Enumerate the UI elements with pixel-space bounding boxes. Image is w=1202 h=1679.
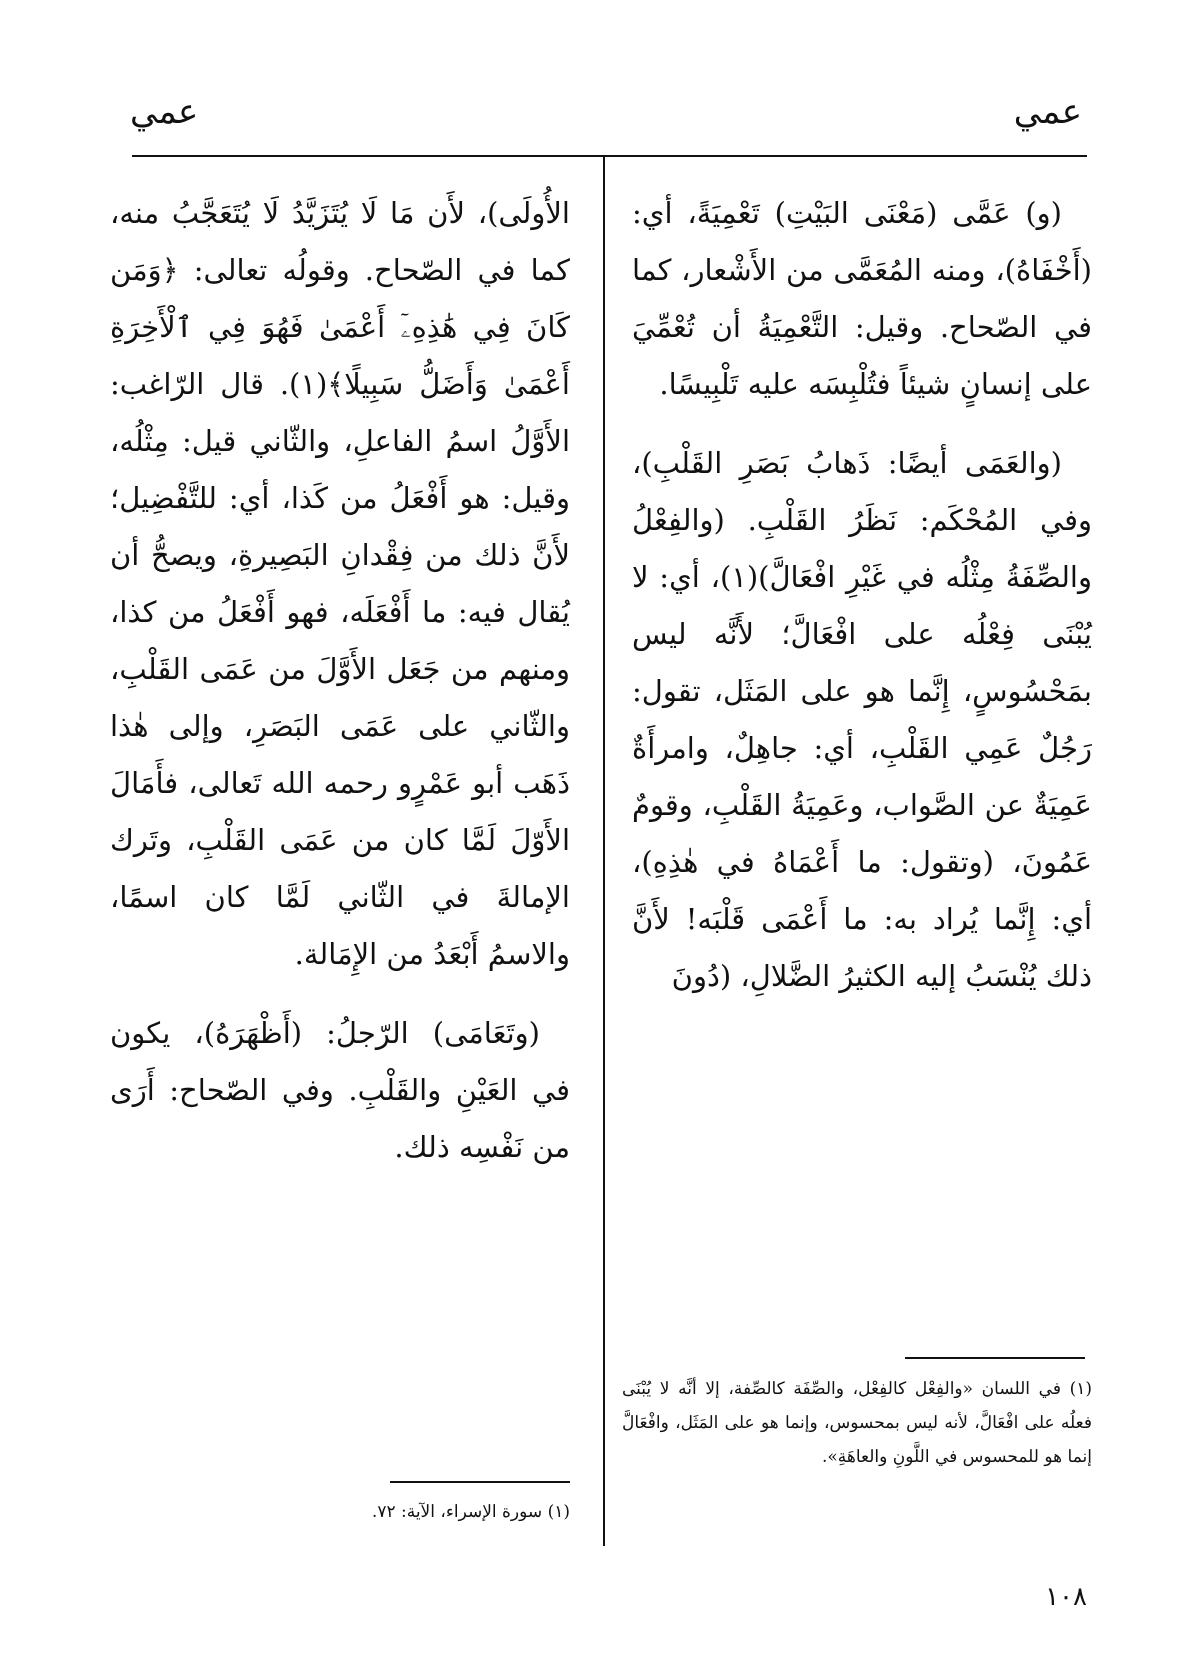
right-column — [632, 185, 1092, 1027]
running-header-right: عمي — [1013, 92, 1082, 132]
right-paragraph-2: (والعَمَى أيضًا: ذَهابُ بَصَرِ القَلْبِ)، وفي المُحْكَم: نَظَرُ القَلْبِ. (والفِعْلُ والصِّفَةُ مِثْلُه في غَيْرِ افْعَالَّ)(١)، أي: لا يُبْنَى فِعْلُه على افْعَالَّ؛ لأَنَّه ليس بمَحْسُوسٍ، إِنَّما هو على المَثَل، تقول: رَجُلٌ عَمِي القَلْبِ، أي: جاهِلٌ، وامرأَةٌ عَمِيَةٌ عن الصَّواب، وعَمِيَةُ القَلْبِ، وقومٌ عَمُونَ، (وتقول: ما أَعْمَاهُ في هٰذِهِ)، أي: إِنَّما يُراد به: ما أَعْمَى قَلْبَه! لأَنَّ ذلك يُنْسَبُ إليه الكثيرُ الضَّلالِ، (دُونَ — [632, 446, 1092, 993]
column-divider — [603, 156, 605, 1546]
footnote-rule-left — [390, 1481, 570, 1483]
left-paragraph-1: الأُولَى)، لأَن مَا لَا يُتَزَيَّدُ لَا يُتَعَجَّبُ منه، كما في الصّحاح. وقولُه تعالى: ﴿وَمَن كَانَ فِي هَٰذِهِۦٓ أَعْمَىٰ فَهُوَ فِي ٱلْأَخِرَةِ أَعْمَىٰ وَأَضَلُّ سَبِيلًا﴾(١). قال الرّاغب: الأَوَّلُ اسمُ الفاعلِ، والثّاني قيل: مِثْلُه، وقيل: هو أَفْعَلُ من كَذا، أي: للتَّفْضِيل؛ لأَنَّ ذلك من فِقْدانِ البَصِيرةِ، ويصحُّ أن يُقال فيه: ما أَفْعَلَه، فهو أَفْعَلُ من كذا، ومنهم من جَعَل الأَوَّلَ من عَمَى القَلْبِ، والثّاني على عَمَى البَصَرِ، وإلى هٰذا ذَهَب أبو عَمْرٍو رحمه الله تَعالى، فأَمَالَ الأَوّلَ لَمَّا كان من عَمَى القَلْبِ، وتَرك الإمالةَ في الثّاني لَمَّا كان اسمًا، والاسمُ أَبْعَدُ من الإِمَالة. — [110, 196, 570, 971]
footnote-left: (١) سورة الإسراء، الآية: ٧٢. — [371, 1502, 570, 1522]
left-column — [110, 185, 570, 1198]
left-paragraph-2: (وتَعَامَى) الرّجلُ: (أَظْهَرَهُ)، يكون في العَيْنِ والقَلْبِ. وفي الصّحاح: أَرَى من نَفْسِه ذلك. — [110, 1016, 570, 1164]
page-number: ١٠٨ — [1045, 1582, 1087, 1612]
header-rule — [132, 155, 1087, 157]
running-header-left: عمي — [130, 92, 199, 132]
footnote-right: (١) في اللسان «والفِعْل كالفِعْل، والصِّفَة كالصِّفة، إلا أنَّه لا يُبْنَى فعلُه على افْعَالَّ، لأنه ليس بمحسوس، وإنما هو على المَثَل، وافْعَالَّ إنما هو للمحسوس في اللَّونِ والعاهَةِ». — [622, 1379, 1092, 1467]
footnote-rule-right — [905, 1357, 1085, 1359]
right-paragraph-1: (و) عَمَّى (مَعْنَى البَيْتِ) تَعْمِيَةً، أي: (أَخْفَاهُ)، ومنه المُعَمَّى من الأَشْعار، كما في الصّحاح. وقيل: التَّعْمِيَةُ أن تُعْمِّيَ على إنسانٍ شيئاً فتُلْبِسَه عليه تَلْبِيسًا. — [632, 196, 1092, 401]
